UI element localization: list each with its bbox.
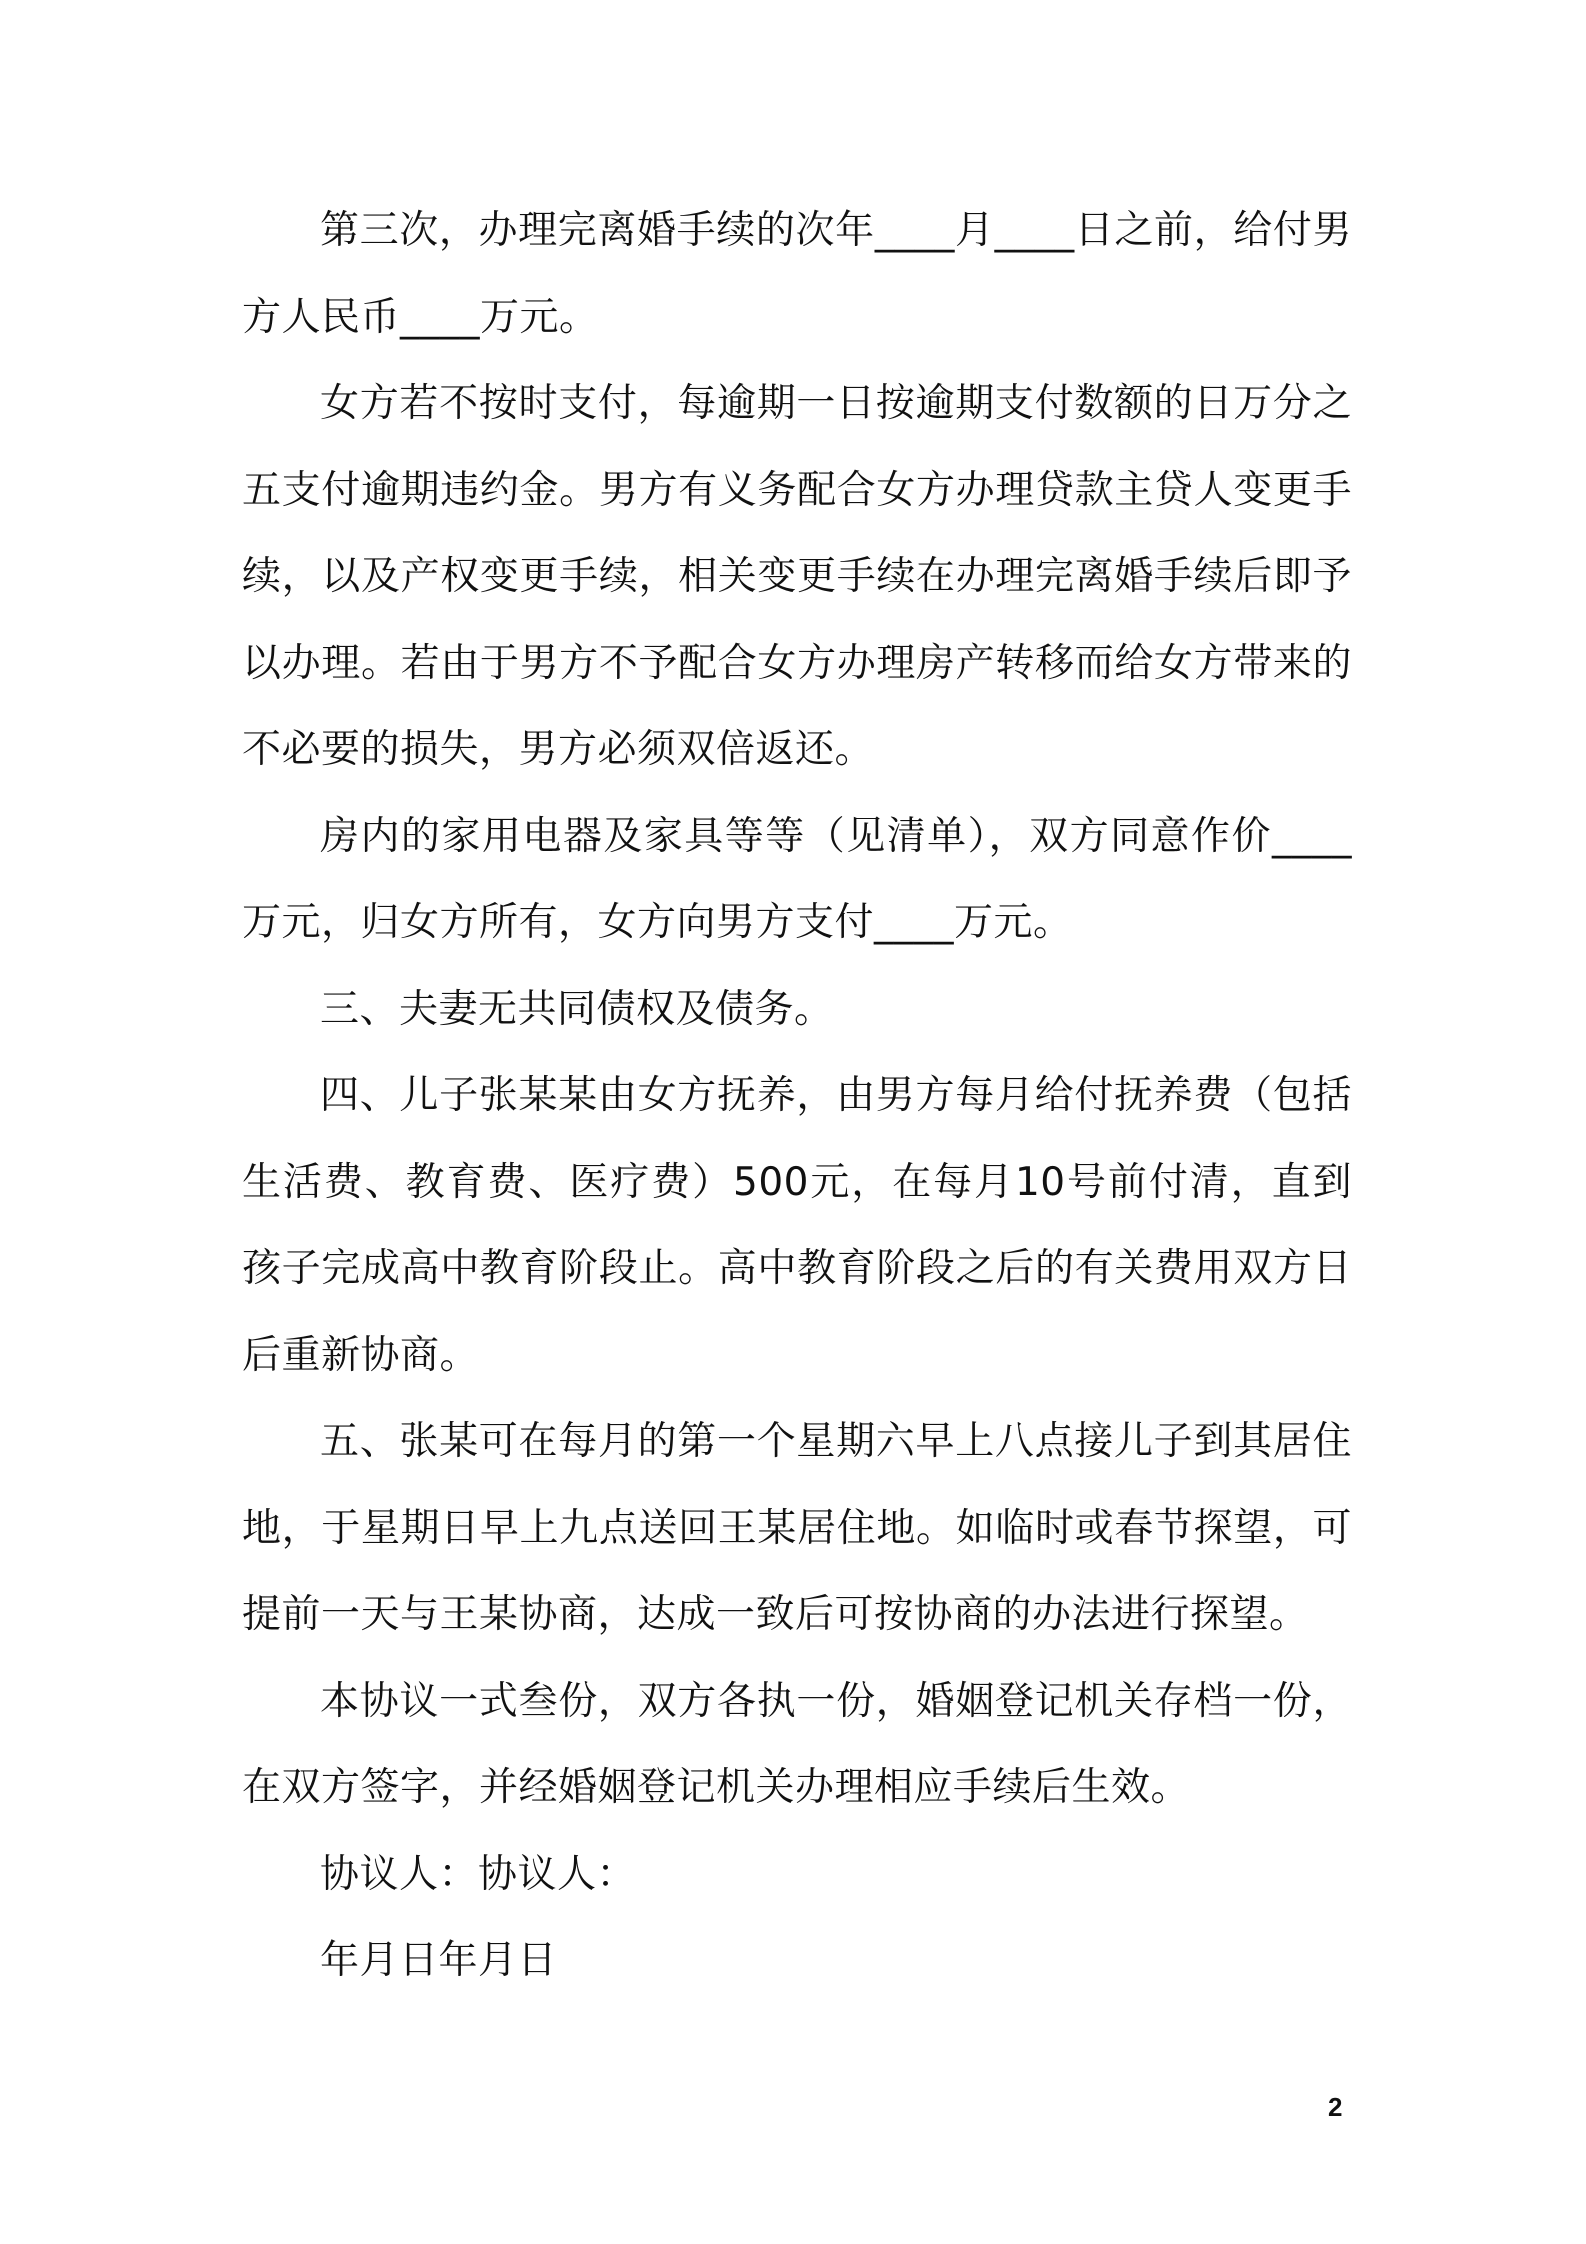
signature-line: 协议人：协议人： (320, 1851, 637, 1897)
page-number: 2 (1328, 2092, 1343, 2122)
paragraph-household-appliances: 房内的家用电器及家具等等（见清单），双方同意作价____万元，归女方所有，女方向男方支付____万元。 (242, 813, 1352, 945)
date-line: 年月日年月日 (320, 1938, 558, 1983)
document-body (242, 188, 1352, 2005)
paragraph-clause-five-visitation: 五、张某可在每月的第一个星期六早上八点接儿子到其居住地，于星期日早上九点送回王某居住地。如临时或春节探望，可提前一天与王某协商，达成一致后可按协商的办法进行探望。 (242, 1419, 1352, 1637)
paragraph-clause-three-debts: 三、夫妻无共同债权及债务。 (320, 986, 834, 1032)
paragraph-clause-four-child-support: 四、儿子张某某由女方抚养，由男方每月给付抚养费（包括生活费、教育费、医疗费）500元，在每月10号前付清，直到孩子完成高中教育阶段止。高中教育阶段之后的有关费用双方日后重新协商。 (242, 1073, 1352, 1378)
paragraph-agreement-copies: 本协议一式叁份，双方各执一份，婚姻登记机关存档一份，在双方签字，并经婚姻登记机关办理相应手续后生效。 (242, 1678, 1352, 1810)
paragraph-third-payment: 第三次，办理完离婚手续的次年____月____日之前，给付男方人民币____万元。 (242, 208, 1352, 340)
paragraph-late-payment-penalty: 女方若不按时支付，每逾期一日按逾期支付数额的日万分之五支付逾期违约金。男方有义务配合女方办理贷款主贷人变更手续，以及产权变更手续，相关变更手续在办理完离婚手续后即予以办理。若由于男方不予配合女方办理房产转移而给女方带来的不必要的损失，男方必须双倍返还。 (242, 381, 1352, 772)
